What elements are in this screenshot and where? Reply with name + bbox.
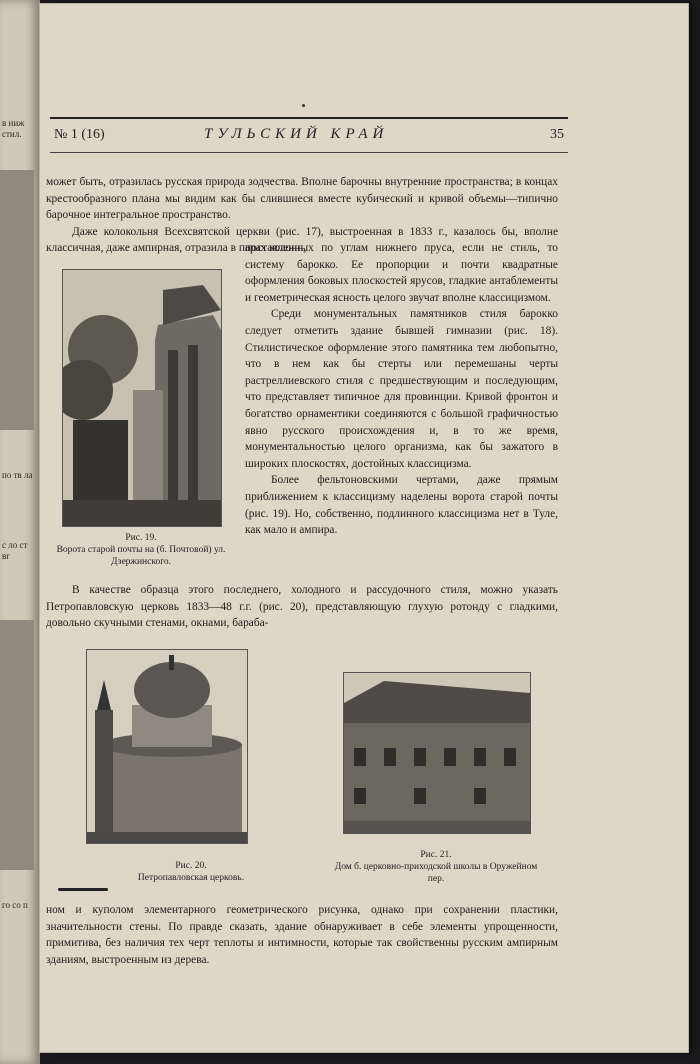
figure-21-photo (343, 672, 531, 834)
figure-19-photo (62, 269, 222, 527)
header-rule (50, 117, 568, 119)
paragraph: Среди монументальных памятников стиля барокко следует отметить здание бывшей гимназии (рис. 18). Стилистическое оформление этого памятника тем любопытно, что в нем как бы стерты или перемешаны черты растреллиевского стиля с предшествующим и последующим, что представляет типичное для провинции. Кривой фронтон и богатство орнаментики соединяются с большой графичностью явно русского происхождения и, в то же время, монументальностью целого организма, как бы зажатого в широких плоскостях, достойных классицизма. (245, 308, 558, 470)
header-rule (50, 152, 568, 153)
left-page-edge (0, 0, 40, 1064)
figure-caption-text: Дом б. церковно-приходской школы в Оружейном пер. (334, 862, 538, 884)
left-page-fragment: го со п (2, 900, 28, 910)
gate-illustration (63, 270, 221, 526)
figure-20-photo (86, 649, 248, 844)
article-text (46, 582, 558, 632)
figure-number: Рис. 21. (420, 850, 452, 860)
paragraph: ном и куполом элементарного геометрического рисунка, однако при сохранении пластики, значительности стены. По правде сказать, здание обнаруживает в себе элементы упрощенности, примитива, без наличия тех черт теплоты и интимности, которые так свойственны русским ампирным зданиям, выстроенным из дерева. (46, 904, 558, 966)
left-page-photo-strip (0, 620, 34, 870)
left-page-fragment: с ло ст вг (2, 540, 28, 561)
paragraph: Даже колокольня Всехсвятской церкви (рис. 17), выстроенная в 1833 г., казалось бы, вполне классичная, даже ампирная, отразила в парах колонн, (46, 225, 558, 255)
journal-page (40, 4, 688, 1052)
figure-number: Рис. 19. (125, 533, 157, 543)
figure-caption-text: Ворота старой почты на (б. Почтовой) ул. Дзержинского. (56, 545, 226, 567)
paragraph: В качестве образца этого последнего, холодного и рассудочного стиля, можно указать Петропавловскую церковь 1833—48 г.г. (рис. 20), представляющую глухую ротонду с гладкими, довольно скучными стенами, окнами, бараба- (46, 584, 558, 630)
issue-number: № 1 (16) (54, 127, 105, 142)
pen-mark (58, 888, 108, 891)
journal-title: ТУЛЬСКИЙ КРАЙ (204, 126, 389, 142)
school-house-illustration (344, 673, 530, 833)
figure-21-caption (328, 849, 544, 885)
running-header (54, 127, 564, 147)
figure-20-caption (86, 860, 296, 884)
figure-19-caption (44, 532, 238, 568)
left-page-fragment: по тв ла (2, 470, 33, 480)
figure-caption-text: Петропавловская церковь. (137, 873, 245, 883)
ink-dot (302, 104, 305, 107)
page-number: 35 (550, 127, 564, 142)
paragraph: может быть, отразилась русская природа зодчества. Вполне барочны внутренние пространства; в концах крестообразного плана мы видим как бы слившиеся вместе кубический и кривой объемы—типично барочное интегральное пространство. (46, 176, 558, 222)
article-column (245, 240, 558, 539)
left-page-fragment: в ниж стил. (2, 118, 25, 139)
figure-number: Рис. 20. (175, 861, 207, 871)
paragraph: поставленных по углам нижнего пруса, если не стиль, то систему барокко. Ее пропорции и почти квадратные оформления боковых плоскостей ярусов, гладкие антаблементы и геометрическая ясность целого звучат вполне классицизмом. (245, 242, 558, 304)
paragraph: Более фельтоновскими чертами, даже прямым приближением к классицизму наделены ворота старой почты (рис. 19). Но, собственно, подлинного классицизма нет в Туле, как мало и ампира. (245, 474, 558, 537)
left-page-photo-strip (0, 170, 34, 430)
church-illustration (87, 650, 247, 843)
article-text (46, 902, 558, 968)
